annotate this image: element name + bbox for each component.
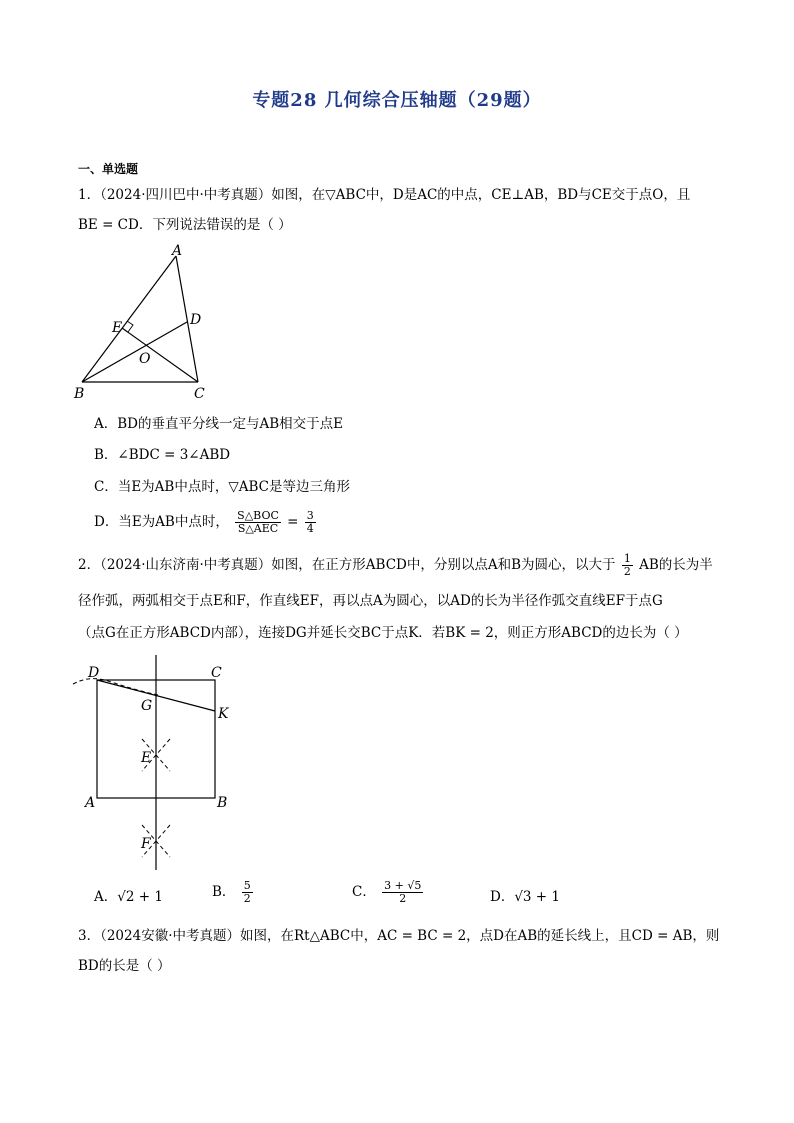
q1-option-d-value-num: 3 xyxy=(306,509,314,522)
q2-label-c: C xyxy=(211,665,222,681)
page-title: 专题28 几何综合压轴题（29题） xyxy=(252,90,542,111)
q1-side-ab xyxy=(82,256,176,382)
q1-option-d-denominator: S△AEC xyxy=(237,522,279,535)
q1-label-a: A xyxy=(172,244,183,259)
q2-option-c-num: 3 + √5 xyxy=(384,879,422,892)
q1-option-d-numerator: S△BOC xyxy=(237,509,279,522)
q2-stem-line2: 径作弧，两弧相交于点E和F，作直线EF，再以点A为圆心，以AD的长为半径作弧交直线EF于点G xyxy=(78,593,663,609)
q1-stem-line1: 1．（2024·四川巴中·中考真题）如图，在▽ABC中，D是AC的中点，CE⊥AB，BD与CE交于点O，且 xyxy=(78,187,691,203)
q2-stem-line1-prefix: 2．（2024·山东济南·中考真题）如图，在正方形ABCD中，分别以点A和B为圆心，以大于 xyxy=(78,557,616,573)
q2-option-a: A．√2 + 1 xyxy=(94,889,163,905)
q1-label-c: C xyxy=(194,386,205,402)
q1-label-b: B xyxy=(74,386,85,402)
q2-option-b-num: 5 xyxy=(243,879,251,892)
q1-segment-bd xyxy=(82,322,187,382)
q1-label-o: O xyxy=(139,351,151,367)
q2-stem-line1-suffix: AB的长为半 xyxy=(639,557,713,573)
section-heading: 一、单选题 xyxy=(78,162,139,176)
q2-option-d: D．√3 + 1 xyxy=(490,889,560,905)
q2-stem-line1 xyxy=(78,553,713,578)
q1-label-d: D xyxy=(190,312,202,328)
q2-option-c-fraction xyxy=(382,880,423,905)
q2-label-e: E xyxy=(141,750,152,766)
q2-half-num: 1 xyxy=(623,552,631,565)
q2-option-b-den: 2 xyxy=(243,892,251,905)
q2-half-fraction xyxy=(622,553,633,578)
q1-option-c: C．当E为AB中点时，▽ABC是等边三角形 xyxy=(94,479,350,495)
q1-option-d-value-den: 4 xyxy=(306,522,314,535)
q2-square-figure xyxy=(70,655,250,880)
q2-option-c-label: C． xyxy=(352,884,376,900)
q2-half-den: 2 xyxy=(623,565,631,578)
q1-option-d-text: D．当E为AB中点时， xyxy=(94,514,229,530)
q2-option-b-fraction xyxy=(242,880,253,905)
q2-label-k: K xyxy=(218,706,229,722)
q2-label-f: F xyxy=(141,836,151,852)
q2-label-d: D xyxy=(88,665,100,681)
q1-right-angle-mark xyxy=(127,321,133,332)
q1-option-d-equals: = xyxy=(287,514,299,530)
q1-segment-ce xyxy=(122,328,198,382)
q2-label-g: G xyxy=(141,698,153,714)
q1-triangle-figure xyxy=(70,244,220,404)
q1-stem-line2: BE = CD．下列说法错误的是（ ） xyxy=(78,217,292,233)
q3-stem-line2: BD的长是（ ） xyxy=(78,958,171,974)
q1-option-a: A．BD的垂直平分线一定与AB相交于点E xyxy=(94,416,344,432)
q2-stem-line3: （点G在正方形ABCD内部），连接DG并延长交BC于点K．若BK = 2，则正方形ABCD的边长为（ ） xyxy=(78,625,688,641)
q3-stem-line1: 3．（2024安徽·中考真题）如图，在Rt△ABC中，AC = BC = 2，点D在AB的延长线上，且CD = AB，则 xyxy=(78,928,720,944)
q2-label-b: B xyxy=(217,795,228,811)
q2-option-c xyxy=(352,880,425,905)
q1-option-d-value xyxy=(305,510,316,535)
q2-label-a: A xyxy=(85,795,96,811)
q1-option-d xyxy=(94,510,318,535)
q2-option-b xyxy=(212,880,255,905)
q2-option-b-label: B． xyxy=(212,884,236,900)
q1-option-b: B．∠BDC = 3∠ABD xyxy=(94,447,231,463)
q1-option-d-area-ratio xyxy=(235,510,281,535)
q2-option-c-den: 2 xyxy=(399,892,407,905)
q1-label-e: E xyxy=(112,320,123,336)
